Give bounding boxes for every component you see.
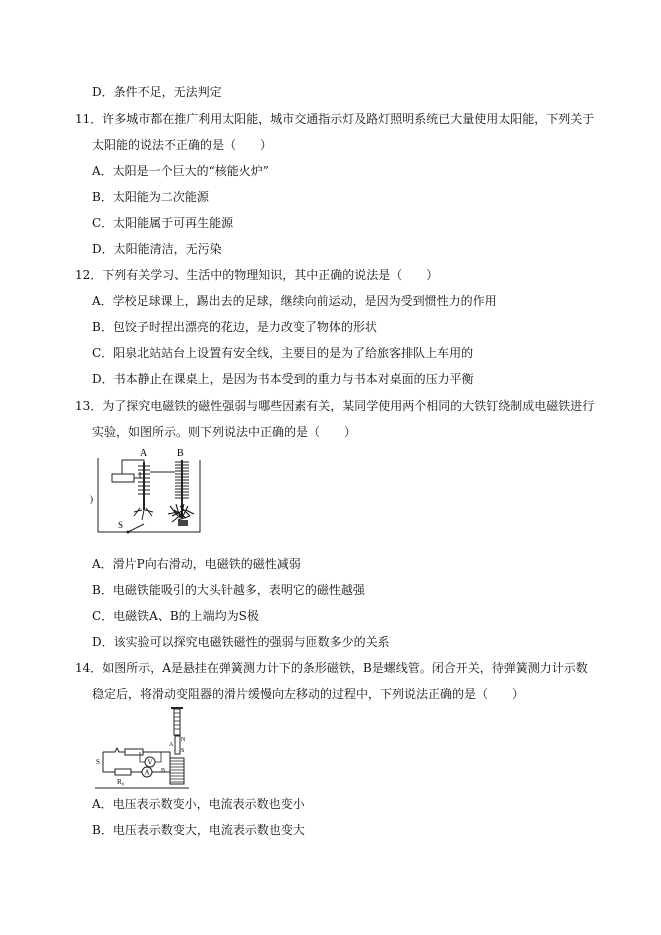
q11-stem-line2: 太阳能的说法不正确的是（ ）	[92, 138, 273, 152]
q11-option-a: A．太阳是一个巨大的“核能火炉”	[92, 164, 269, 178]
q13-label-b: B	[177, 448, 184, 459]
q13-stem-line2: 实验，如图所示。则下列说法中正确的是（ ）	[92, 425, 357, 439]
q13-option-c: C．电磁铁A、B的上端均为S极	[92, 609, 259, 623]
q14-label-s-pole: S	[181, 748, 185, 754]
q13-label-s: S	[118, 520, 124, 530]
q14-stem-line2: 稳定后，将滑动变阻器的滑片缓慢向左移动的过程中，下列说法正确的是（ ）	[92, 687, 525, 701]
q14-label-n: N	[181, 737, 186, 743]
q11-option-b: B．太阳能为二次能源	[92, 190, 209, 204]
q13-option-d: D．该实验可以探究电磁铁磁性的强弱与匝数多少的关系	[92, 635, 390, 649]
q14-label-a-meter: A	[144, 768, 150, 777]
q11-option-d: D．太阳能清洁，无污染	[92, 242, 222, 256]
q11-option-c: C．太阳能属于可再生能源	[92, 216, 234, 230]
q14-label-a: A	[169, 742, 174, 748]
q12-option-a: A．学校足球课上，踢出去的足球，继续向前运动，是因为受到惯性力的作用	[92, 294, 497, 308]
q14-solenoid-figure	[95, 706, 195, 792]
q12-stem-line1: 12．下列有关学习、生活中的物理知识，其中正确的说法是（ ）	[75, 268, 439, 282]
q13-label-p: )	[90, 494, 93, 504]
q14-label-v: V	[147, 758, 153, 767]
q12-option-d: D．书本静止在课桌上，是因为书本受到的重力与书本对桌面的压力平衡	[92, 372, 474, 386]
q13-electromagnet-figure	[88, 446, 210, 542]
q13-option-a: A．滑片P向右滑动，电磁铁的磁性减弱	[92, 557, 301, 571]
q14-label-r0: R₀	[117, 778, 125, 786]
q14-option-b: B．电压表示数变大，电流表示数也变大	[92, 823, 305, 837]
q14-label-b: B	[161, 768, 166, 774]
q13-stem-line1: 13．为了探究电磁铁的磁性强弱与哪些因素有关，某同学使用两个相同的大铁钉绕制成电磁铁进行	[75, 399, 595, 413]
q14-stem-line1: 14．如图所示，A是悬挂在弹簧测力计下的条形磁铁，B是螺线管。闭合开关，待弹簧测力计示数	[75, 661, 588, 675]
q12-option-b: B．包饺子时捏出漂亮的花边，是力改变了物体的形状	[92, 320, 377, 334]
q14-label-s: S	[96, 758, 100, 766]
q11-stem-line1: 11．许多城市都在推广利用太阳能，城市交通指示灯及路灯照明系统已大量使用太阳能，下列关于	[75, 112, 595, 126]
q13-label-a: A	[140, 448, 148, 459]
q13-option-b: B．电磁铁能吸引的大头针越多，表明它的磁性越强	[92, 583, 365, 597]
q10-option-d: D．条件不足，无法判定	[92, 85, 222, 99]
q12-option-c: C．阳泉北站站台上设置有安全线，主要目的是为了给旅客排队上车用的	[92, 346, 474, 360]
q14-option-a: A．电压表示数变小，电流表示数也变小	[92, 797, 305, 811]
